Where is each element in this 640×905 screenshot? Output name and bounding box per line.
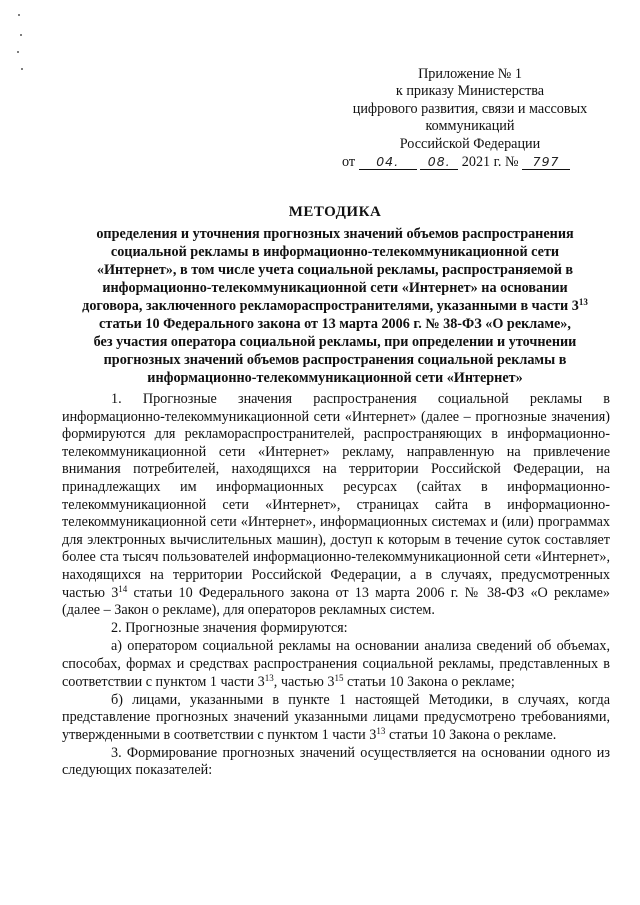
document-title	[60, 203, 610, 387]
document-body	[62, 391, 610, 780]
title-line: социальной рекламы в информационно-телекоммуникационной сети	[110, 244, 560, 260]
paragraph-text: а) оператором социальной рекламы на основании анализа сведений об объемах, способах, формах и средствах распространения социальной рекламы, представленных в соответствии с пунктом 1 части 3	[62, 638, 610, 690]
appendix-line: цифрового развития, связи и массовых	[352, 100, 588, 117]
title-line: «Интернет», в том числе учета социальной рекламы, распространяемой в	[96, 262, 574, 278]
paragraph-text: 1. Прогнозные значения распространения социальной рекламы в информационно-телекоммуникационной сети «Интернет» (далее – прогнозные значения) формируются для рекламораспространителей, распространяющих в информационно-телекоммуникационной сети «Интернет» рекламу, направленную на привлечение внимания потребителей, находящихся на территории Российской Федерации, на принадлежащих им информационных ресурсах (сайтах в информационно-телекоммуникационной сети «Интернет», страницах сайта в информационно-телекоммуникационной сети «Интернет», информационных системах и (или) программах для электронных вычислительных машин), доступ к которым в течение суток составляет более ста тысяч пользователей информационно-телекоммуникационной сети «Интернет», находящихся на территории Российской Федерации, а в случаях, предусмотренных частью 3	[62, 391, 610, 601]
title-line: прогнозных значений объемов распространения социальной рекламы в	[103, 352, 567, 368]
appendix-line: Российской Федерации	[399, 135, 541, 152]
title-line: без участия оператора социальной рекламы, при определении и уточнении	[93, 334, 577, 350]
appendix-line: Приложение № 1	[418, 66, 522, 82]
superscript: 15	[334, 672, 344, 683]
superscript: 14	[118, 583, 128, 594]
title-line-with-sup	[60, 297, 610, 315]
superscript: 13	[264, 672, 274, 683]
order-date-line	[342, 153, 622, 171]
appendix-line: коммуникаций	[425, 118, 515, 135]
handwritten-day: 04.	[359, 155, 417, 170]
date-prefix: от	[342, 154, 356, 170]
paragraph-5: 3. Формирование прогнозных значений осуществляется на основании одного из следующих показателей:	[62, 744, 610, 779]
binding-marks	[16, 14, 24, 74]
paragraph-1	[62, 391, 610, 620]
title-line: информационно-телекоммуникационной сети «Интернет» на основании	[102, 280, 568, 296]
superscript: 13	[578, 297, 588, 307]
paragraph-2: 2. Прогнозные значения формируются:	[111, 620, 348, 637]
superscript: 13	[376, 725, 386, 736]
handwritten-order-number: 797	[522, 155, 570, 170]
paragraph-text: статьи 10 Федерального закона от 13 марта 2006 г. № 38-ФЗ «О рекламе» (далее – Закон о рекламе), для операторов рекламных систем.	[62, 584, 611, 619]
year-text: 2021 г. №	[461, 154, 519, 170]
title-line: информационно-телекоммуникационной сети «Интернет»	[147, 370, 523, 386]
paragraph-3	[62, 638, 610, 691]
title-line: определения и уточнения прогнозных значений объемов распространения	[96, 226, 574, 242]
title-heading: МЕТОДИКА	[288, 204, 382, 220]
title-line: статьи 10 Федерального закона от 13 марта 2006 г. № 38-ФЗ «О рекламе»,	[99, 316, 571, 332]
appendix-header	[330, 66, 610, 153]
appendix-line: к приказу Министерства	[395, 83, 545, 100]
handwritten-month: 08.	[420, 155, 458, 170]
title-line: договора, заключенного рекламораспространителями, указанными в части 3	[82, 298, 579, 314]
paragraph-text: , частью 3	[273, 673, 335, 690]
paragraph-4	[62, 692, 610, 745]
paragraph-text: б) лицами, указанными в пункте 1 настоящей Методики, в случаях, когда представление прогнозных значений указанными лицами предусмотрено требованиями, утвержденными в соответствии с пунктом 1 части 3	[62, 691, 610, 743]
paragraph-text: статьи 10 Закона о рекламе;	[343, 673, 515, 690]
paragraph-text: статьи 10 Закона о рекламе.	[385, 726, 557, 743]
